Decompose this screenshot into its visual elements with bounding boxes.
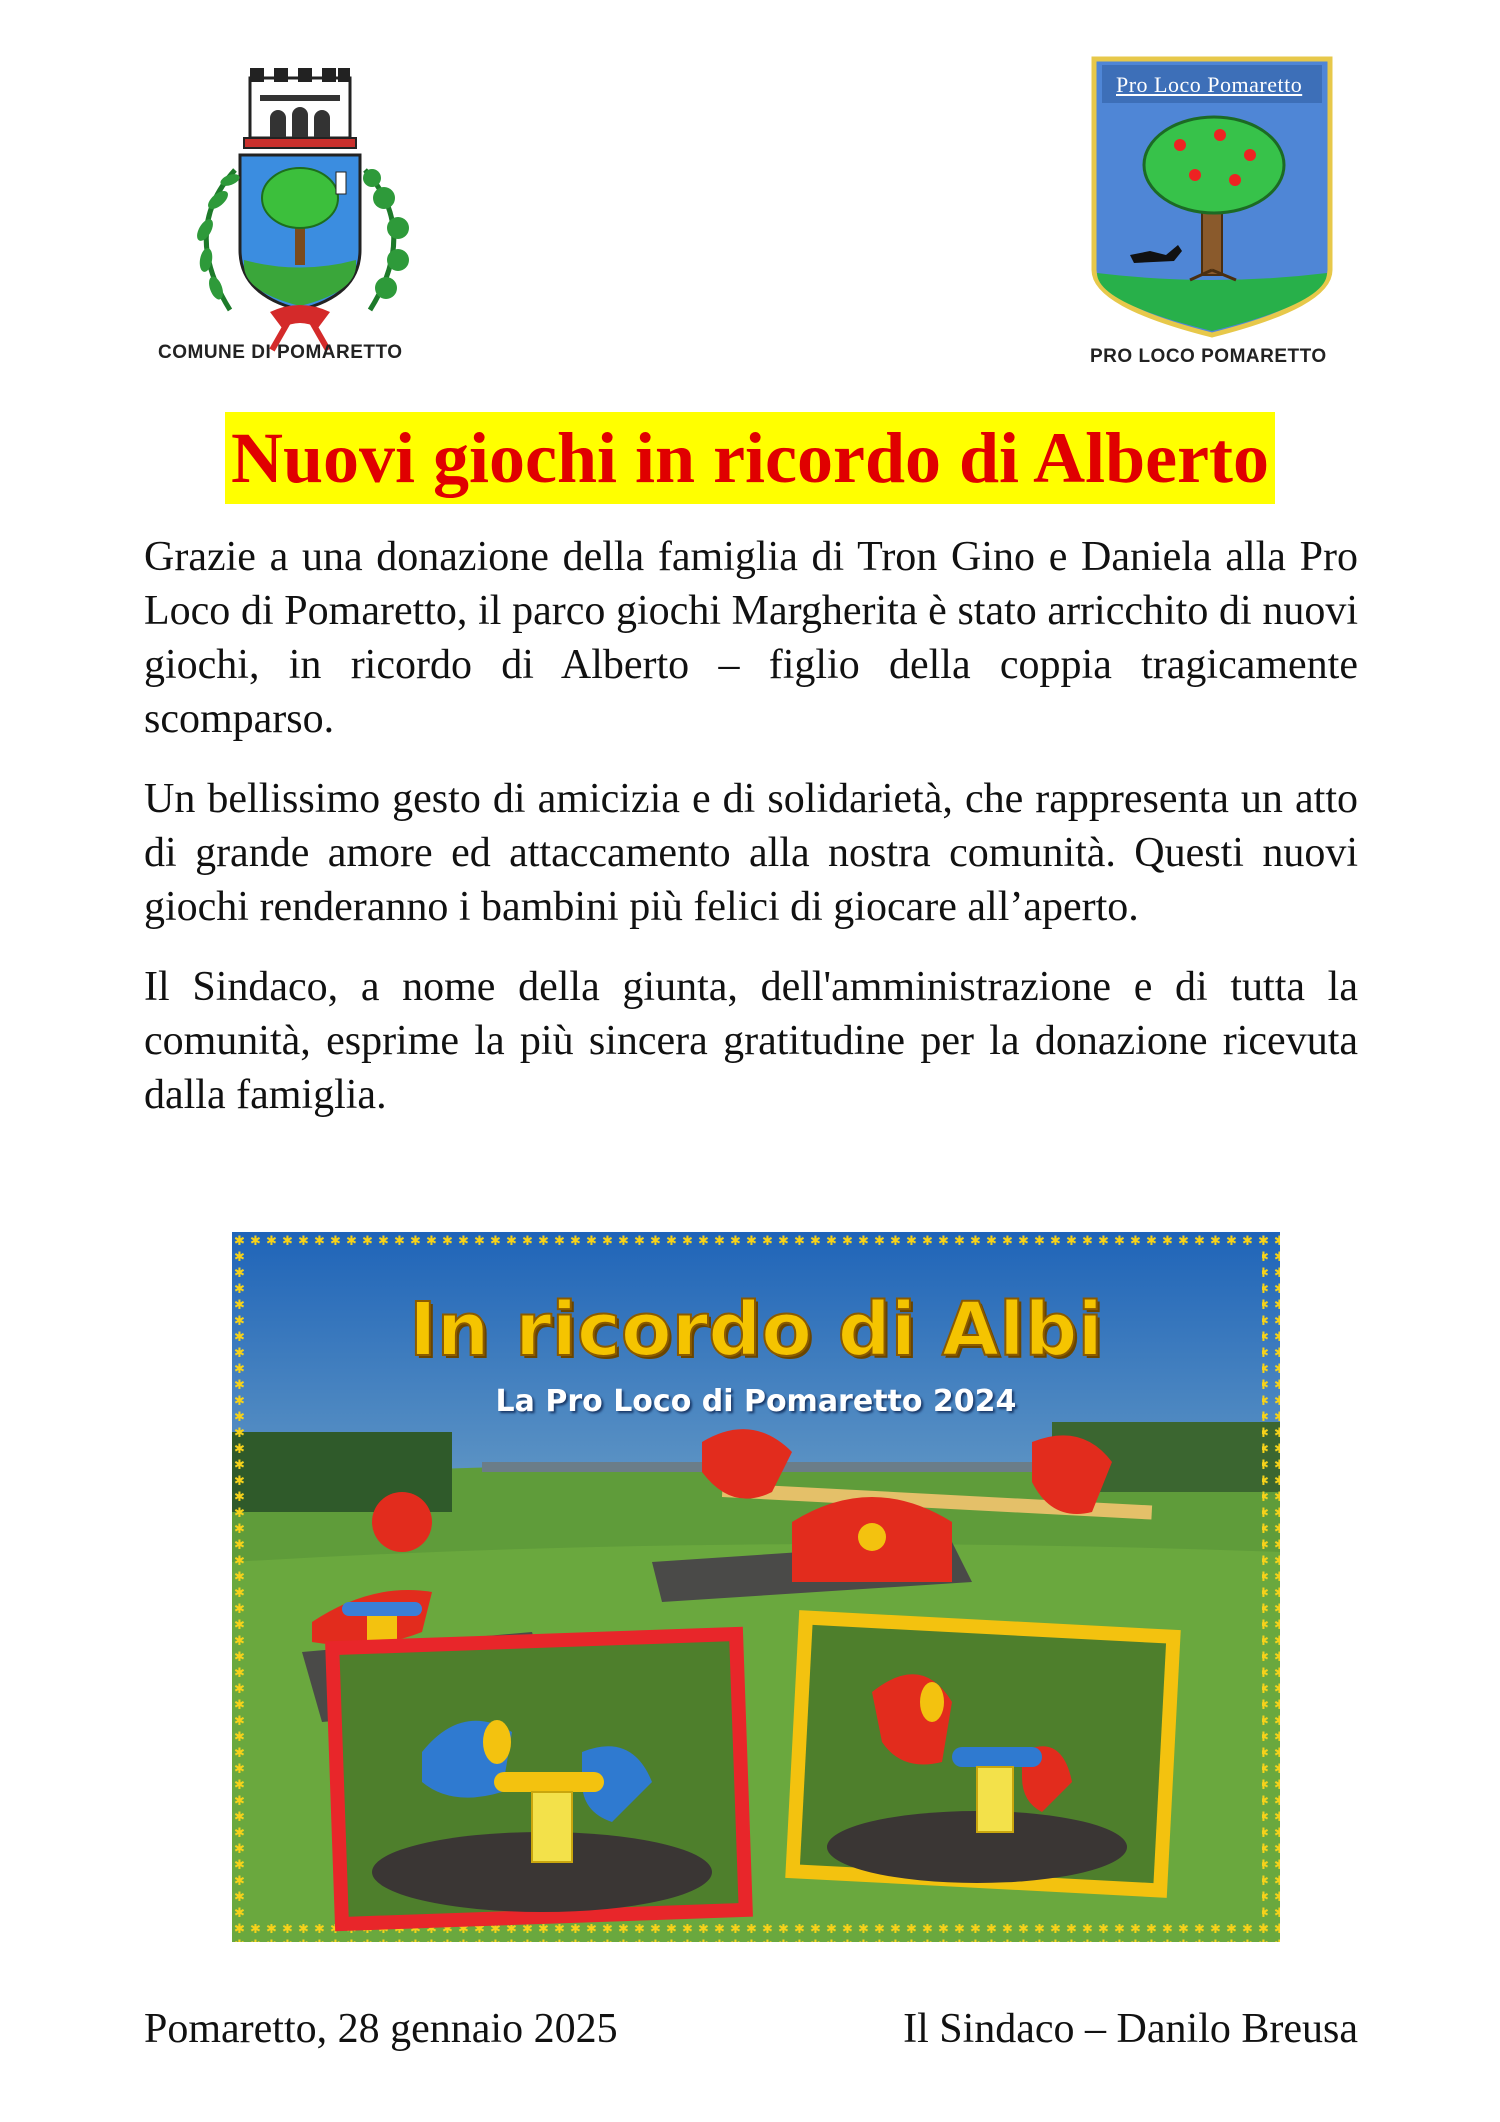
paragraph-1: Grazie a una donazione della famiglia di Tron Gino e Daniela alla Pro Loco di Pomaretto, il parco giochi Margherita è stato arricchito di nuovi giochi, in ricordo di Alberto – figlio della coppia tragicamente scomparso. — [144, 534, 1358, 742]
pro-loco-banner: Pro Loco Pomaretto — [1116, 72, 1303, 97]
paragraph-2: Un bellissimo gesto di amicizia e di solidarietà, che rappresenta un atto di grande amore ed attaccamento alla nostra comunità. Questi nuovi giochi renderanno i bambini più felici di giocare all’aperto. — [144, 776, 1358, 930]
shield-tree-icon — [1070, 55, 1360, 375]
photo-subline: La Pro Loco di Pomaretto 2024 — [495, 1384, 1017, 1419]
paragraph-3: Il Sindaco, a nome della giunta, dell'amministrazione e di tutta la comunità, esprime la più sincera gratitudine per la donazione ricevuta dalla famiglia. — [144, 964, 1358, 1118]
playground-photo — [232, 1232, 1280, 1942]
title-container — [0, 412, 1500, 504]
place-date: Pomaretto, 28 gennaio 2025 — [144, 2006, 618, 2052]
body-text — [144, 530, 1358, 1148]
pro-loco-caption: PRO LOCO POMARETTO — [1090, 346, 1327, 367]
inset-photo-yellow-frame — [785, 1610, 1181, 1898]
photo-headline: In ricordo di Albi — [409, 1287, 1103, 1373]
inset-photo-red-frame — [325, 1627, 753, 1931]
signature: Il Sindaco – Danilo Breusa — [903, 2006, 1358, 2052]
comune-coat-of-arms — [140, 60, 460, 370]
comune-caption: COMUNE DI POMARETTO — [158, 342, 403, 363]
pro-loco-shield — [1070, 55, 1360, 375]
page-title: Nuovi giochi in ricordo di Alberto — [225, 412, 1275, 504]
coat-of-arms-icon — [140, 60, 460, 370]
